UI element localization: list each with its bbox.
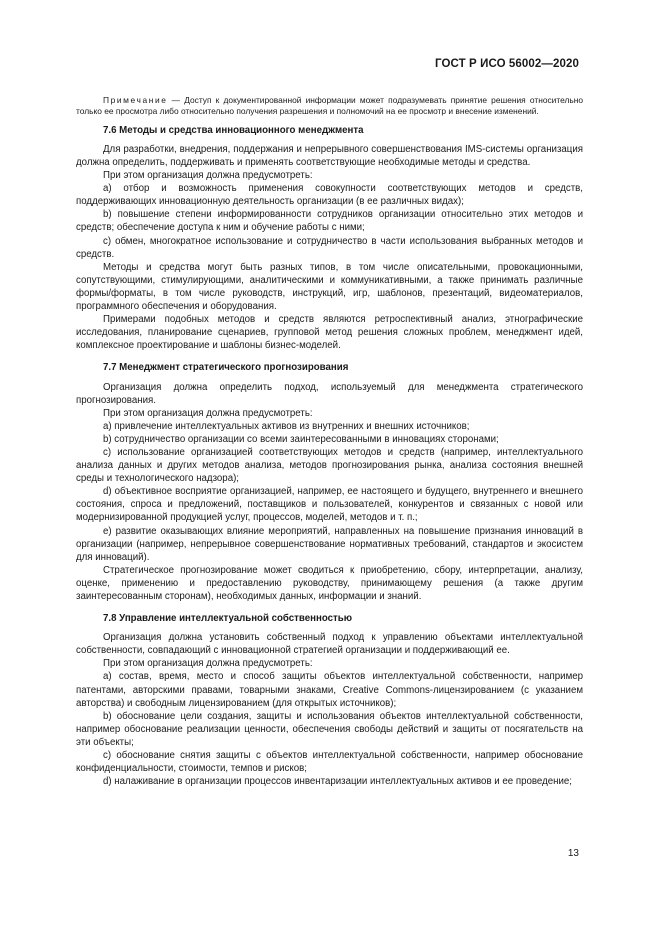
s76-list-item: c) обмен, многократное использование и сотрудничество в части использования выбранных методов и средств.	[76, 235, 583, 260]
s78-list-item: d) налаживание в организации процессов инвентаризации интеллектуальных активов и ее проведение;	[103, 776, 572, 788]
s76-paragraph: Для разработки, внедрения, поддержания и непрерывного совершенствования IMS-системы организация должна определить, поддерживать и применять соответствующие необходимые методы и средства.	[76, 143, 583, 168]
note-label: Примечание	[103, 95, 168, 105]
note-text: — Доступ к документированной информации может подразумевать принятие решения относительно только ее просмотра либо относительно получения разрешения и полномочий на ее просмотр и внесение изменений.	[76, 95, 583, 117]
s78-list-item: b) обоснование цели создания, защиты и использования объектов интеллектуальной собственности, например обоснование реализации ценности, обеспечения свободы действий и защиты от посягательств на эти объекты;	[76, 710, 583, 748]
page-content	[76, 95, 583, 788]
s78-paragraph: Организация должна установить собственный подход к управлению объектами интеллектуальной собственности, совпадающий с инновационной стратегией организации и поддерживающий ее.	[76, 632, 583, 657]
section-7-8-heading: 7.8 Управление интеллектуальной собственностью	[103, 613, 352, 625]
s76-paragraph: Примерами подобных методов и средств являются ретроспективный анализ, этнографические исследования, планирование сценариев, групповой метод решения сложных проблем, менеджмент идей, комплексное проектирование и шаблоны бизнес-моделей.	[76, 314, 583, 352]
s77-paragraph: Организация должна определить подход, используемый для менеджмента стратегического прогнозирования.	[76, 381, 583, 406]
s77-paragraph: При этом организация должна предусмотреть:	[103, 407, 313, 419]
s77-list-item: c) использование организацией соответствующих методов и средств (например, интеллектуального анализа данных и других методов анализа, методов прогнозирования рынка, анализа состояния внешней среды и технологического надзора);	[76, 446, 583, 485]
document-code: ГОСТ Р ИСО 56002—2020	[434, 58, 579, 70]
s77-paragraph: Стратегическое прогнозирование может сводиться к приобретению, сбору, интерпретации, анализу, оценке, применению и предоставлению руководству, принимающему решения (а также другим заинтересованным сторонам), необходимых данных, информации и знаний.	[76, 564, 583, 602]
s77-list-item: e) развитие оказывающих влияние мероприятий, направленных на повышение признания инноваций в организации (например, непрерывное совершенствование нормативных требований, стандартов и экосистем для инноваций).	[76, 525, 583, 563]
s76-list-item: а) отбор и возможность применения совокупности соответствующих методов и средств, поддерживающих инновационную деятельность организации (в ее различных видах);	[76, 183, 583, 208]
s77-list-item: d) объективное восприятие организацией, например, ее настоящего и будущего, внутреннего и внешнего состояния, спроса и предложений, поставщиков и пользователей, конкурентов и связанных с новой или модернизированной продукцией услуг, процессов, моделей, методов и т. п.;	[76, 486, 583, 524]
s78-list-item: а) состав, время, место и способ защиты объектов интеллектуальной собственности, например патентами, авторскими правами, товарными знаками, Creative Commons-лицензированием (с указанием авторства) и свободным лицензированием (для открытых источников);	[76, 671, 583, 709]
s77-list-item: а) привлечение интеллектуальных активов из внутренних и внешних источников;	[103, 420, 470, 432]
s78-list-item: c) обоснование снятия защиты с объектов интеллектуальной собственности, например обоснование конфиденциальности, стоимости, темпов и рисков;	[76, 750, 583, 775]
s77-list-item: b) сотрудничество организации со всеми заинтересованными в инновациях сторонами;	[103, 433, 499, 445]
s76-paragraph: При этом организация должна предусмотреть:	[103, 170, 313, 182]
section-7-6-heading: 7.6 Методы и средства инновационного менеджмента	[103, 124, 364, 136]
s76-list-item: b) повышение степени информированности сотрудников организации относительно этих методов и средств; обеспечение доступа к ним и обучение работы с ними;	[76, 209, 583, 234]
section-7-7-heading: 7.7 Менеджмент стратегического прогнозирования	[103, 362, 349, 374]
s76-paragraph: Методы и средства могут быть разных типов, в том числе описательными, провокационными, сопутствующими, стимулирующими, аналитическими и коммуникативными, а также принимать различные формы/форматы, в том числе руководств, инструкций, игр, шаблонов, презентаций, видеоматериалов, программного обеспечения и оборудования.	[76, 261, 583, 313]
note-paragraph	[76, 95, 583, 118]
page-number: 13	[567, 848, 579, 859]
s78-paragraph: При этом организация должна предусмотреть:	[103, 658, 313, 670]
